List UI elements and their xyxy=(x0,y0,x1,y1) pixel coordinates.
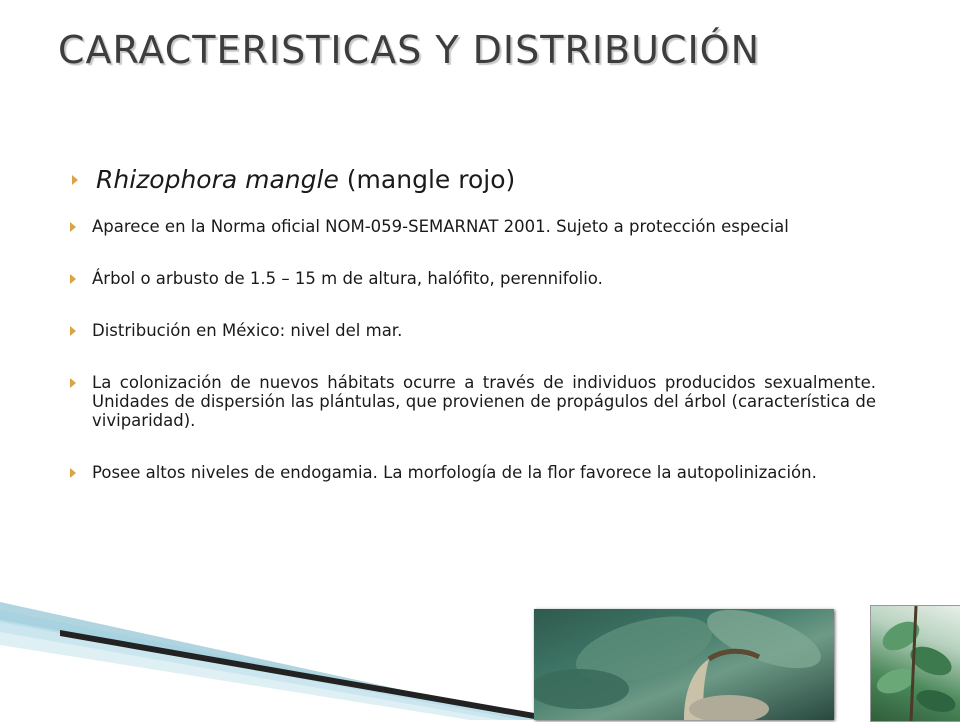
triangle-bullet-icon xyxy=(70,274,76,284)
bullet-text: La colonización de nuevos hábitats ocurre a través de individuos producidos sexualmente. Unidades de dispersión las plántulas, que provienen de propágulos del árbol (característica de viviparidad). xyxy=(92,373,876,430)
triangle-bullet-icon xyxy=(72,175,78,185)
decorative-swoosh xyxy=(0,560,540,720)
bullet-text: Árbol o arbusto de 1.5 – 15 m de altura, halófito, perennifolio. xyxy=(92,269,603,288)
common-name: (mangle rojo) xyxy=(338,165,516,194)
main-bullet xyxy=(68,163,876,197)
bullet-item xyxy=(68,463,876,482)
triangle-bullet-icon xyxy=(70,222,76,232)
bullet-item xyxy=(68,321,876,340)
triangle-bullet-icon xyxy=(70,326,76,336)
bullet-item xyxy=(68,373,876,430)
slide-title: CARACTERISTICAS Y DISTRIBUCIÓN xyxy=(58,28,761,72)
mangrove-leaves-photo xyxy=(870,605,960,722)
bullet-text: Distribución en México: nivel del mar. xyxy=(92,321,403,340)
species-name: Rhizophora mangle xyxy=(96,165,339,194)
bullet-list xyxy=(68,163,876,515)
bullet-text: Aparece en la Norma oficial NOM-059-SEMARNAT 2001. Sujeto a protección especial xyxy=(92,217,789,236)
triangle-bullet-icon xyxy=(70,468,76,478)
mangrove-photo xyxy=(534,609,834,720)
bullet-text: Posee altos niveles de endogamia. La morfología de la flor favorece la autopolinización. xyxy=(92,463,817,482)
bullet-item xyxy=(68,217,876,236)
triangle-bullet-icon xyxy=(70,378,76,388)
bullet-item xyxy=(68,269,876,288)
